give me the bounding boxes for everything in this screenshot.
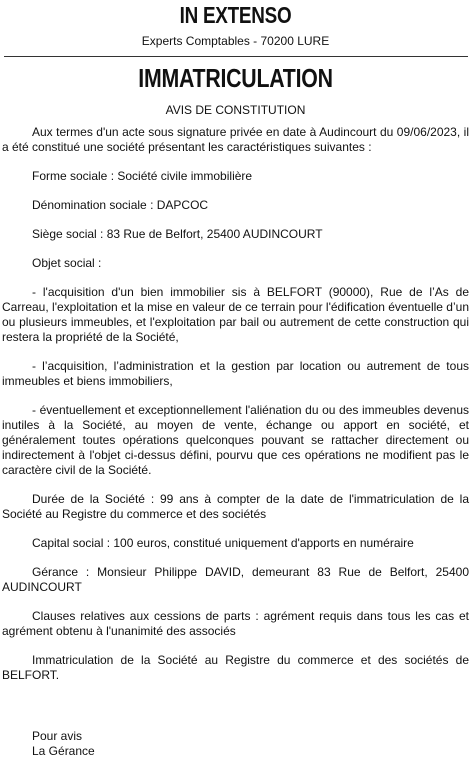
legal-notice [0, 2, 473, 758]
firm-name: IN EXTENSO [179, 2, 292, 28]
capital-paragraph: Capital social : 100 euros, constitué uniquement d'apports en numéraire [32, 536, 414, 550]
notice-type: AVIS DE CONSTITUTION [165, 103, 306, 117]
duree-paragraph: Durée de la Société : 99 ans à compter de la date de l'immatriculation de la Société au Registre du commerce et des sociétés [2, 492, 469, 521]
notice-category: IMMATRICULATION [138, 63, 333, 93]
signature-block [2, 729, 469, 759]
intro-paragraph: Aux termes d'un acte sous signature privée en date à Audincourt du 09/06/2023, il a été constitué une société présentant les caractéristiques suivantes : [2, 125, 469, 154]
objet-item-1: - l'acquisition d'un bien immobilier sis à BELFORT (90000), Rue de l’As de Carreau, l'exploitation et la mise en valeur de ce terrain pour l'édification éventuelle d’un ou plusieurs immeubles, et l'exploitation par bail ou autrement de cette construction qui restera la propriété de la Société, [2, 285, 469, 344]
objet-item-3: - éventuellement et exceptionnellement l'aliénation du ou des immeubles devenus inutiles à la Société, au moyen de vente, échange ou apport en société, et généralement toutes opérations quelconques pouvant se rattacher directement ou indirectement à l'objet ci-dessus défini, pourvu que ces opérations ne modifient pas le caractère civil de la Société. [2, 403, 469, 477]
siege-social: Siège social : 83 Rue de Belfort, 25400 AUDINCOURT [32, 227, 323, 241]
clauses-paragraph: Clauses relatives aux cessions de parts : agrément requis dans tous les cas et agrément obtenu à l'unanimité des associés [2, 609, 469, 638]
gerance-paragraph: Gérance : Monsieur Philippe DAVID, demeurant 83 Rue de Belfort, 25400 AUDINCOURT [2, 565, 469, 594]
divider [4, 56, 468, 57]
forme-sociale: Forme sociale : Société civile immobilière [32, 169, 253, 183]
notice-body [2, 125, 469, 683]
immatriculation-paragraph: Immatriculation de la Société au Registre du commerce et des sociétés de BELFORT. [2, 653, 469, 682]
denomination: Dénomination sociale : DAPCOC [32, 198, 209, 212]
signature-line-1: Pour avis [32, 729, 83, 743]
signature-line-2: La Gérance [32, 744, 95, 758]
objet-item-2: - l’acquisition, l’administration et la gestion par location ou autrement de tous immeubles et biens immobiliers, [2, 359, 469, 388]
objet-label: Objet social : [32, 256, 102, 270]
firm-subtitle: Experts Comptables - 70200 LURE [141, 34, 330, 48]
